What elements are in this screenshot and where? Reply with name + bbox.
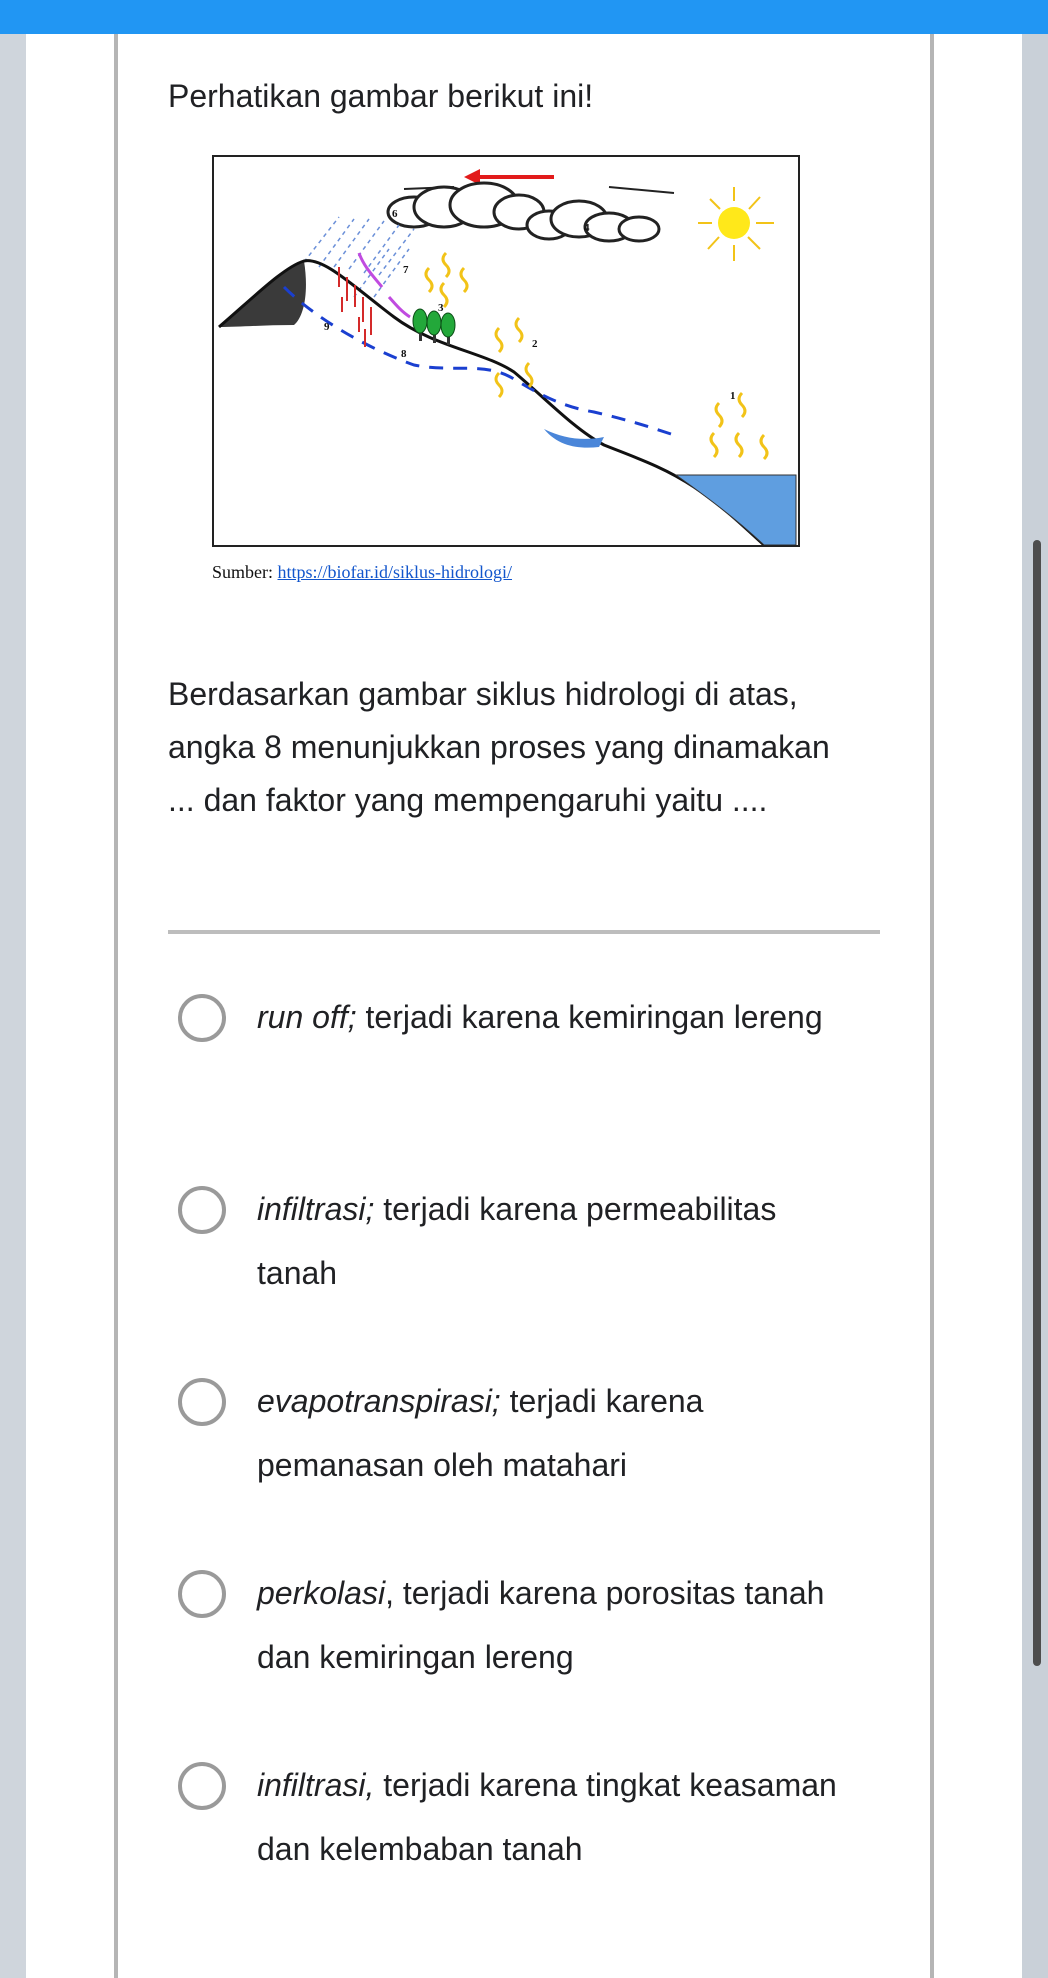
option-description: terjadi karena permeabilitas tanah — [257, 1191, 777, 1291]
radio-button[interactable] — [178, 994, 226, 1042]
option-description: terjadi karena pemanasan oleh matahari — [257, 1383, 704, 1483]
intro-text: Perhatikan gambar berikut ini! — [168, 78, 594, 114]
rain-icon — [304, 217, 414, 297]
cloud-6 — [388, 183, 544, 229]
label-3: 3 — [438, 302, 444, 314]
option-description: , terjadi karena porositas tanah dan kemiringan lereng — [257, 1575, 825, 1675]
label-2: 2 — [532, 338, 538, 350]
label-1: 1 — [730, 390, 736, 402]
label-9: 9 — [324, 321, 330, 333]
question-text: Berdasarkan gambar siklus hidrologi di atas, angka 8 menunjukkan proses yang dinamakan ... dan faktor yang mempengaruhi yaitu .... — [168, 676, 830, 818]
option-label — [257, 1561, 857, 1689]
option-term: run off; — [257, 999, 357, 1035]
source-link[interactable]: https://biofar.id/siklus-hidrologi/ — [277, 562, 513, 582]
cloud-line-right — [609, 187, 674, 193]
radio-button[interactable] — [178, 1186, 226, 1234]
divider — [168, 930, 880, 934]
cloud-4 — [527, 201, 659, 241]
label-7: 7 — [403, 264, 409, 276]
sea — [676, 475, 796, 545]
radio-button[interactable] — [178, 1570, 226, 1618]
sun-icon — [698, 187, 774, 261]
label-8: 8 — [401, 348, 407, 360]
figure-source — [212, 562, 512, 583]
source-prefix: Sumber: — [212, 562, 278, 582]
option-term: perkolasi — [257, 1575, 386, 1611]
option-term: infiltrasi, — [257, 1767, 375, 1803]
label-6: 6 — [392, 208, 398, 220]
option-term: infiltrasi; — [257, 1191, 375, 1227]
trees-icon — [413, 309, 455, 345]
radio-button[interactable] — [178, 1378, 226, 1426]
scrollbar-thumb[interactable] — [1033, 540, 1041, 1666]
surface-runoff-1 — [359, 253, 382, 287]
option-label — [257, 985, 857, 1049]
option-description: terjadi karena tingkat keasaman dan kelembaban tanah — [257, 1767, 837, 1867]
top-app-bar — [0, 0, 1048, 34]
option-label — [257, 1369, 857, 1497]
option-label — [257, 1753, 857, 1881]
hydrology-diagram — [214, 157, 798, 545]
option-label — [257, 1177, 857, 1305]
option-term: evapotranspirasi; — [257, 1383, 501, 1419]
option-description: terjadi karena kemiringan lereng — [356, 999, 823, 1035]
hydrology-cycle-figure — [212, 155, 800, 547]
radio-button[interactable] — [178, 1762, 226, 1810]
label-4: 4 — [584, 222, 590, 234]
